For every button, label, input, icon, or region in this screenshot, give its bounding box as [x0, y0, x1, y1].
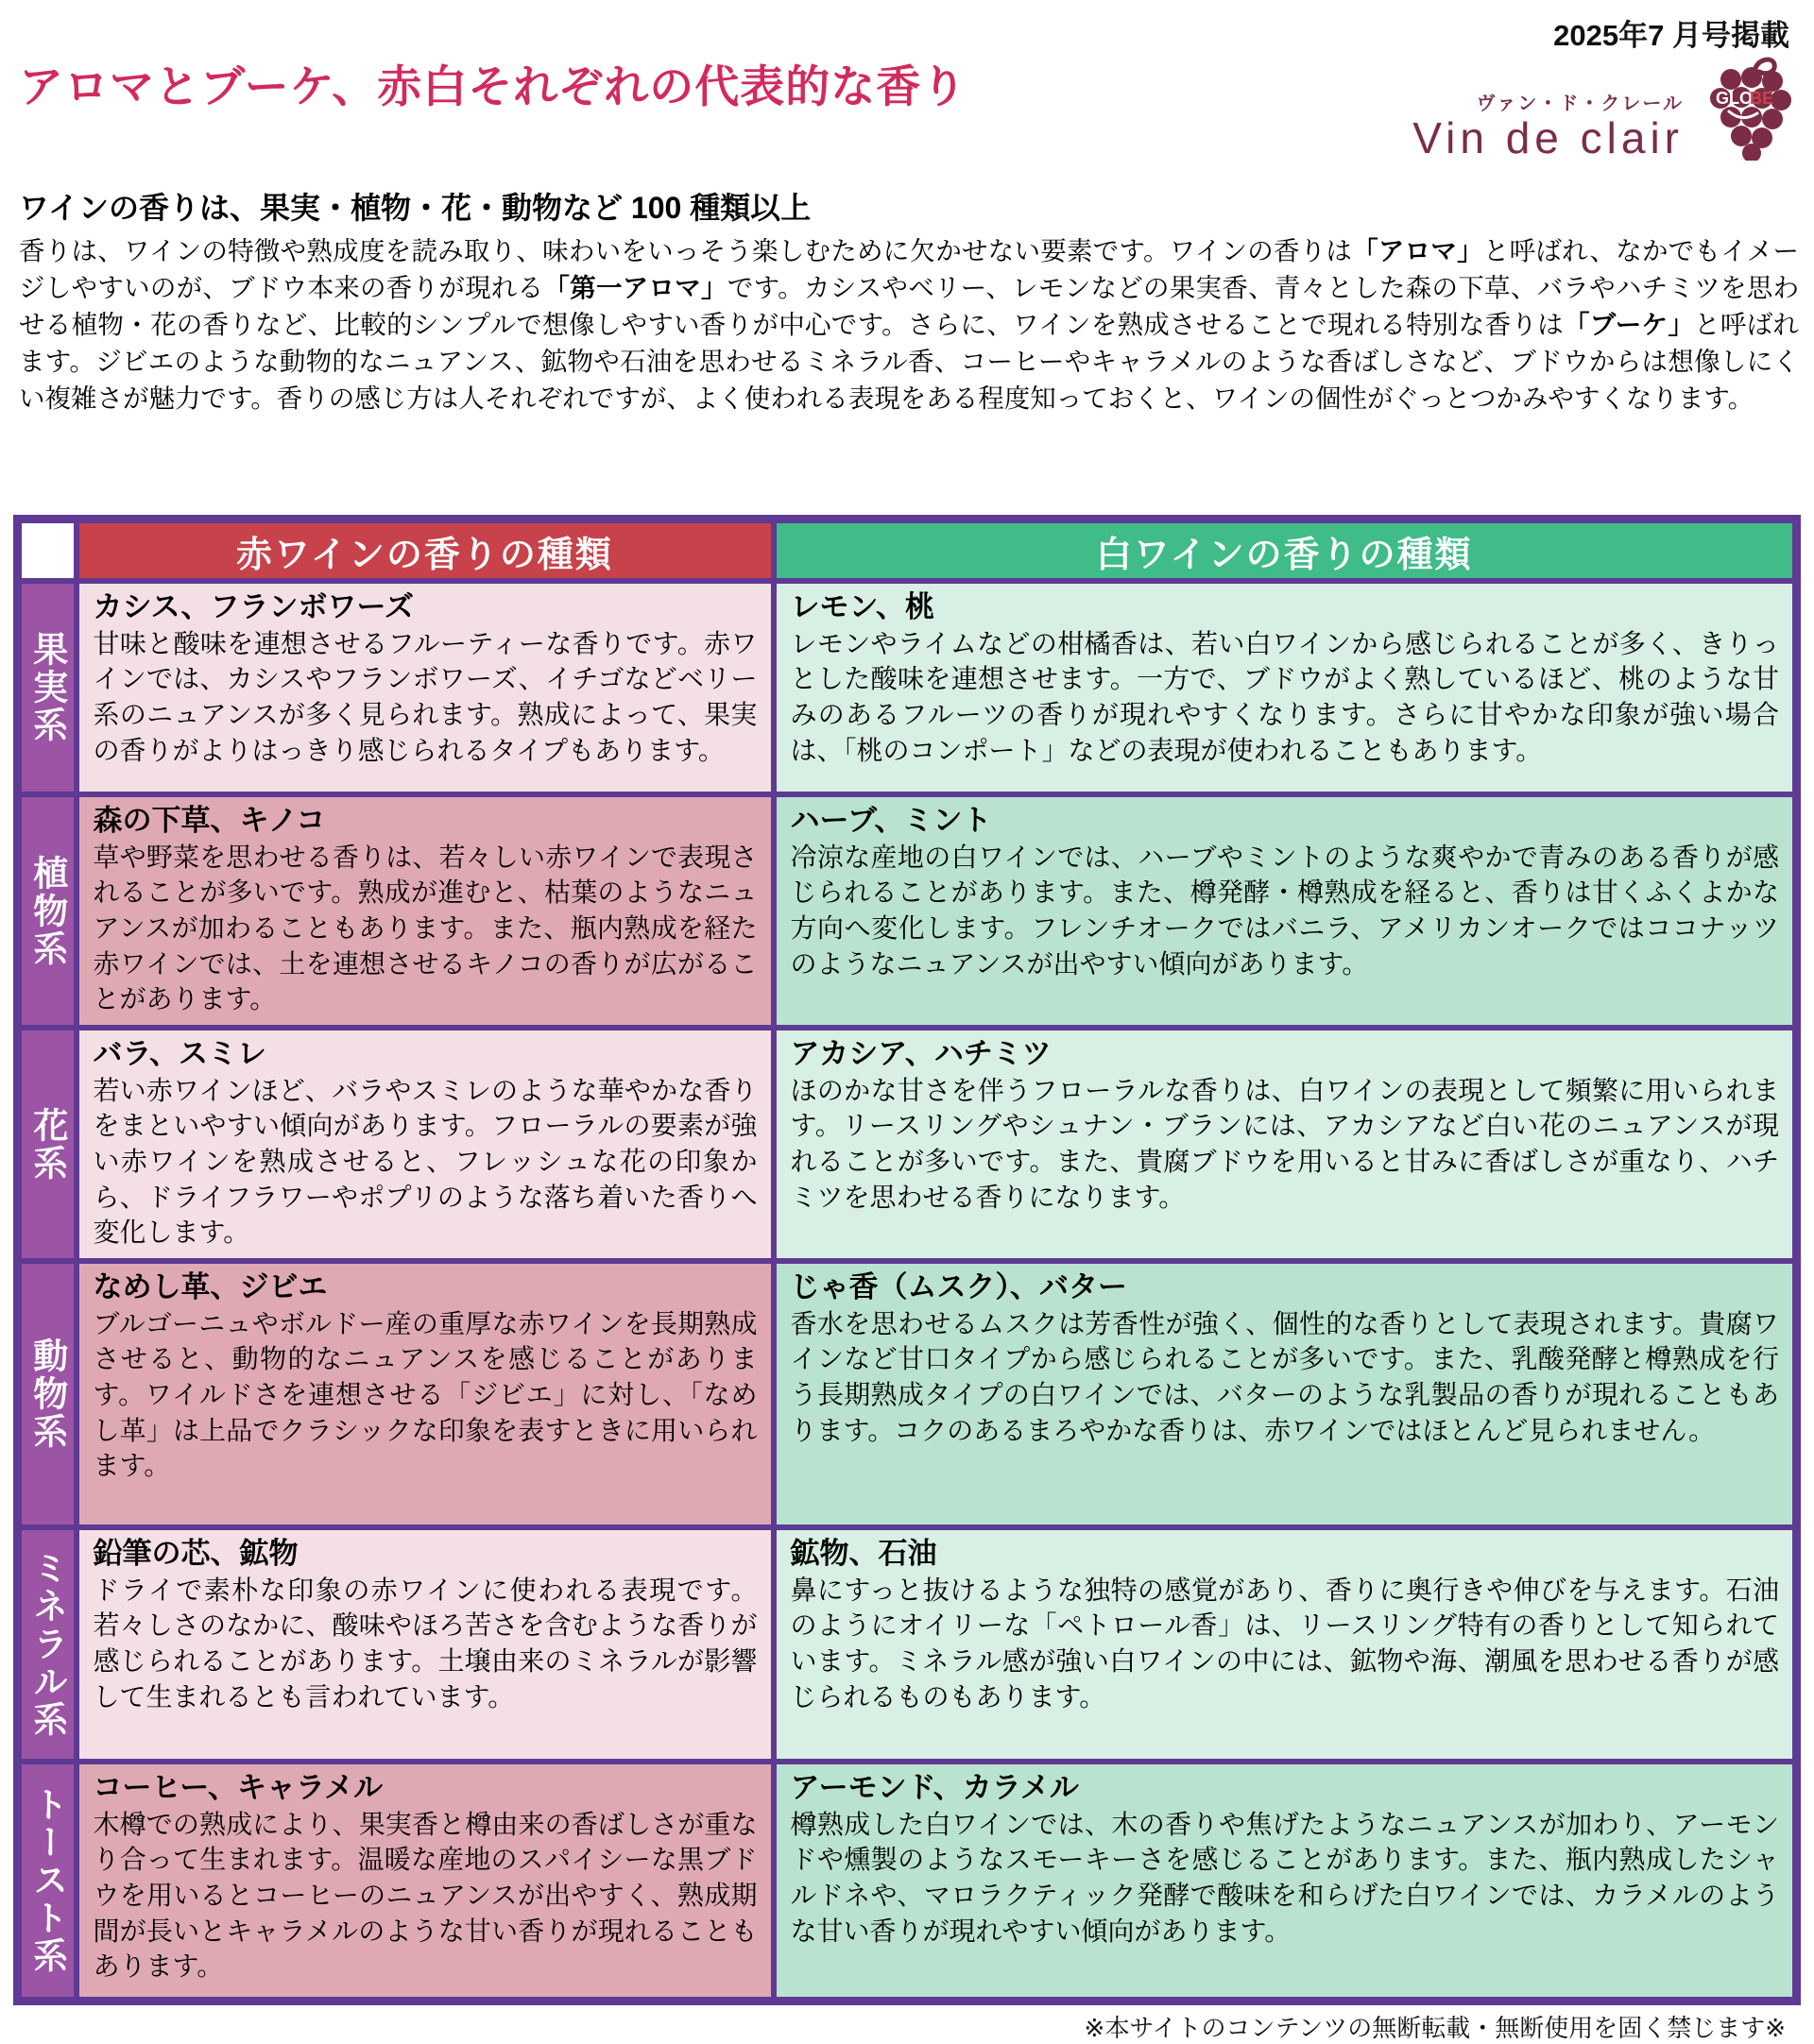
- globe-badge-text-red: BE: [1750, 89, 1774, 108]
- red-cell: [77, 1762, 774, 2001]
- table-row-flower: [18, 1028, 1797, 1261]
- cell-title: 森の下草、キノコ: [93, 804, 326, 837]
- grape-logo-icon: [1693, 55, 1791, 161]
- cell-title: アーモンド、カラメル: [790, 1771, 1079, 1805]
- cell-title: 鉛筆の芯、鉱物: [93, 1537, 299, 1571]
- category-cell: [18, 1527, 77, 1762]
- red-cell: [77, 1527, 774, 1762]
- cell-body: レモンやライムなどの柑橘香は、若い白ワインから感じられることが多く、きりっとした酸味を連想させます。一方で、ブドウがよく熟しているほど、桃のような甘みのあるフルーツの香りが現れやすくなります。さらに甘やかな印象が強い場合は、「桃のコンポート」などの表現が使われることもあります。: [790, 628, 1779, 765]
- cell-body: ほのかな甘さを伴うフローラルな香りは、白ワインの表現として頻繁に用いられます。リースリングやシュナン・ブランには、アカシアなど白い花のニュアンスが現れることが多いです。また、貴腐ブドウを用いると甘みに香ばしさが重なり、ハチミツを思わせる香りになります。: [790, 1075, 1779, 1212]
- cell-title: なめし革、ジビエ: [93, 1270, 328, 1304]
- cell-body: 草や野菜を思わせる香りは、若々しい赤ワインで表現されることが多いです。熟成が進むと、枯葉のようなニュアンスが加わることもあります。また、瓶内熟成を経た赤ワインでは、土を連想させるキノコの香りが広がることがあります。: [93, 842, 758, 1014]
- aroma-table: [13, 515, 1801, 2005]
- category-label: ミネラル系: [27, 1550, 67, 1740]
- cell-title: じゃ香（ムスク）、バター: [790, 1270, 1127, 1304]
- globe-badge-text-white: GLO: [1716, 89, 1753, 108]
- brand-logo: [1412, 55, 1791, 161]
- table-row-fruit: [18, 581, 1797, 794]
- cell-body: 冷涼な産地の白ワインでは、ハーブやミントのような爽やかで青みのある香りが感じられることがあります。また、樽発酵・樽熟成を経ると、香りは甘くふくよかな方向へ変化します。フレンチオークではバニラ、アメリカンオークではココナッツのようなニュアンスが出やすい傾向があります。: [790, 842, 1779, 979]
- table-row-plant: [18, 794, 1797, 1028]
- table-row-mineral: [18, 1527, 1797, 1762]
- brand-text: [1412, 88, 1684, 161]
- red-cell: [77, 581, 774, 794]
- cell-body: 樽熟成した白ワインでは、木の香りや焦げたようなニュアンスが加わり、アーモンドや燻製のようなスモーキーさを感じることがあります。また、瓶内熟成したシャルドネや、マロラクティック発酵で酸味を和らげた白ワインでは、カラメルのような甘い香りが現れやすい傾向があります。: [790, 1809, 1779, 1946]
- white-cell: [774, 1261, 1797, 1527]
- red-cell: [77, 794, 774, 1028]
- category-label: トースト系: [27, 1786, 67, 1976]
- brand-name-label: Vin de clair: [1412, 112, 1684, 162]
- cell-body: 香水を思わせるムスクは芳香性が強く、個性的な香りとして表現されます。貴腐ワインなど甘口タイプから感じられることが多いです。また、乳酸発酵と樽熟成を行う長期熟成タイプの白ワインでは、バターのような乳製品の香りが現れることもあります。コクのあるまろやかな香りは、赤ワインではほとんど見られません。: [790, 1308, 1779, 1445]
- white-cell: [774, 1527, 1797, 1762]
- category-label: 植物系: [27, 854, 67, 968]
- cell-title: ハーブ、ミント: [790, 804, 992, 837]
- cell-body: ブルゴーニュやボルドー産の重厚な赤ワインを長期熟成させると、動物的なニュアンスを感じることがあります。ワイルドさを連想させる「ジビエ」に対し、「なめし革」は上品でクラシックな印象を表すときに用いられます。: [93, 1308, 758, 1481]
- cell-body: 鼻にすっと抜けるような独特の感覚があり、香りに奥行きや伸びを与えます。石油のようにオイリーな「ペトロール香」は、リースリング特有の香りとして知られています。ミネラル感が強い白ワインの中には、鉱物や海、潮風を思わせる香りが感じられるものもあります。: [790, 1575, 1779, 1712]
- white-cell: [774, 1028, 1797, 1261]
- category-label: 果実系: [27, 631, 67, 744]
- red-cell: [77, 1261, 774, 1527]
- table-header-row: [18, 520, 1797, 582]
- category-cell: [18, 1762, 77, 2001]
- cell-title: コーヒー、キャラメル: [93, 1771, 384, 1805]
- intro-heading: ワインの香りは、果実・植物・花・動物など 100 種類以上: [19, 190, 812, 225]
- white-cell: [774, 794, 1797, 1028]
- cell-title: 鉱物、石油: [790, 1537, 937, 1571]
- category-label: 動物系: [27, 1337, 67, 1452]
- brand-katakana-label: ヴァン・ド・クレール: [1476, 93, 1684, 114]
- page-title: アロマとブーケ、赤白それぞれの代表的な香り: [19, 61, 967, 112]
- table-row-animal: [18, 1261, 1797, 1527]
- category-label: 花系: [27, 1106, 67, 1183]
- red-wine-header: 赤ワインの香りの種類: [77, 520, 774, 582]
- cell-body: 木樽での熟成により、果実香と樽由来の香ばしさが重なり合って生まれます。温暖な産地のスパイシーな黒ブドウを用いるとコーヒーのニュアンスが出やすく、熟成期間が長いとキャラメルのような甘い香りが現れることもあります。: [93, 1809, 758, 1982]
- category-cell: [18, 1261, 77, 1527]
- cell-body: ドライで素朴な印象の赤ワインに使われる表現です。若々しさのなかに、酸味やほろ苦さを含むような香りが感じられることがあります。土壌由来のミネラルが影響して生まれるとも言われています。: [93, 1575, 758, 1712]
- white-cell: [774, 581, 1797, 794]
- cell-title: レモン、桃: [790, 590, 935, 623]
- cell-body: 甘味と酸味を連想させるフルーティーな香りです。赤ワインでは、カシスやフランボワーズ、イチゴなどベリー系のニュアンスが多く見られます。熟成によって、果実の香りがよりはっきり感じられるタイプもあります。: [93, 628, 758, 765]
- cell-title: バラ、スミレ: [93, 1037, 267, 1071]
- table-row-toast: [18, 1762, 1797, 2001]
- red-cell: [77, 1028, 774, 1261]
- category-cell: [18, 794, 77, 1028]
- category-cell: [18, 581, 77, 794]
- white-cell: [774, 1762, 1797, 2001]
- cell-title: アカシア、ハチミツ: [790, 1037, 1052, 1071]
- category-cell: [18, 1028, 77, 1261]
- cell-title: カシス、フランボワーズ: [93, 590, 414, 623]
- copyright-notice: ※本サイトのコンテンツの無断転載・無断使用を固く禁じます※: [1084, 2014, 1786, 2042]
- white-wine-header: 白ワインの香りの種類: [774, 520, 1797, 582]
- issue-note: 2025年7 月号掲載: [1553, 19, 1789, 52]
- corner-cell: [18, 520, 77, 582]
- intro-paragraph: 香りは、ワインの特徴や熟成度を読み取り、味わいをいっそう楽しむために欠かせない要素です。ワインの香りは「アロマ」と呼ばれ、なかでもイメージしやすいのが、ブドウ本来の香りが現れる「第一アロマ」です。カシスやベリー、レモンなどの果実香、青々とした森の下草、バラやハチミツを思わせる植物・花の香りなど、比較的シンプルで想像しやすい香りが中心です。さらに、ワインを熟成させることで現れる特別な香りは「ブーケ」と呼ばれます。ジビエのような動物的なニュアンス、鉱物や石油を思わせるミネラル香、コーヒーやキャラメルのような香ばしさなど、ブドウからは想像しにくい複雑さが魅力です。香りの感じ方は人それぞれですが、よく使われる表現をある程度知っておくと、ワインの個性がぐっとつかみやすくなります。: [19, 235, 1800, 413]
- cell-body: 若い赤ワインほど、バラやスミレのような華やかな香りをまといやすい傾向があります。フローラルの要素が強い赤ワインを熟成させると、フレッシュな花の印象から、ドライフラワーやポプリのような落ち着いた香りへ変化します。: [93, 1075, 758, 1248]
